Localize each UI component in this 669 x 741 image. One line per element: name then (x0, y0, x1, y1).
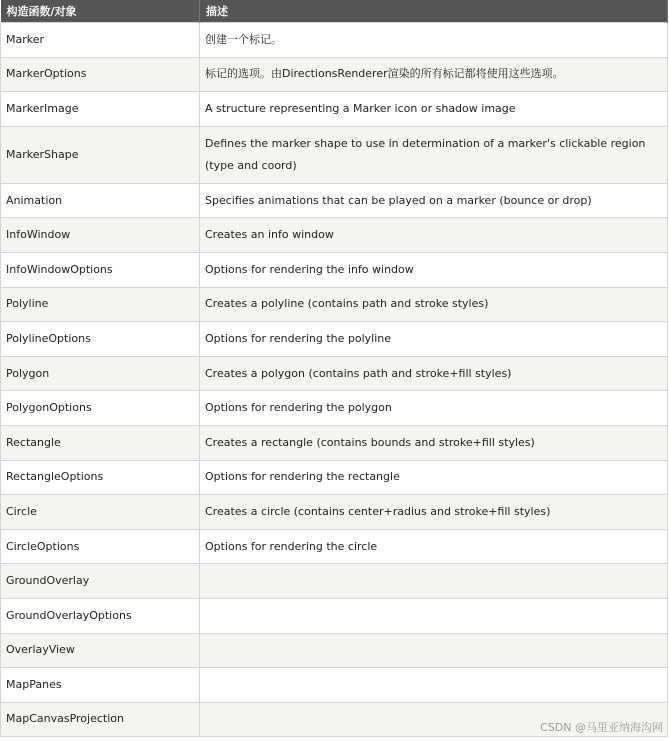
row-description: Options for rendering the polygon (200, 391, 668, 426)
row-name: MapCanvasProjection (1, 702, 200, 737)
row-description: A structure representing a Marker icon or shadow image (200, 92, 668, 127)
row-description: Options for rendering the info window (200, 252, 668, 287)
table-row (1, 668, 668, 703)
row-description: 标记的选项。由DirectionsRenderer渲染的所有标记都将使用这些选项。 (200, 57, 668, 92)
row-description (200, 668, 668, 703)
row-name: InfoWindowOptions (1, 252, 200, 287)
row-name: Marker (1, 23, 200, 58)
row-description: Specifies animations that can be played on a marker (bounce or drop) (200, 183, 668, 218)
row-name: Polyline (1, 287, 200, 322)
row-description: Options for rendering the polyline (200, 322, 668, 357)
table-body (1, 23, 668, 737)
table-row (1, 356, 668, 391)
table-row (1, 633, 668, 668)
table-row (1, 391, 668, 426)
table-row (1, 126, 668, 183)
table-row (1, 425, 668, 460)
row-name: Rectangle (1, 425, 200, 460)
row-name: MapPanes (1, 668, 200, 703)
table-row (1, 183, 668, 218)
row-description (200, 564, 668, 599)
row-name: MarkerShape (1, 126, 200, 183)
row-description: 创建一个标记。 (200, 23, 668, 58)
table-row (1, 564, 668, 599)
row-name: RectangleOptions (1, 460, 200, 495)
table-row (1, 460, 668, 495)
table-header-row (1, 0, 668, 23)
header-description: 描述 (200, 0, 668, 23)
row-description: Creates a polygon (contains path and stroke+fill styles) (200, 356, 668, 391)
row-name: PolylineOptions (1, 322, 200, 357)
row-name: GroundOverlay (1, 564, 200, 599)
table-row (1, 287, 668, 322)
row-name: Circle (1, 495, 200, 530)
row-description (200, 598, 668, 633)
row-description (200, 633, 668, 668)
row-description: Creates an info window (200, 218, 668, 253)
row-name: MarkerImage (1, 92, 200, 127)
table-row (1, 252, 668, 287)
table-row (1, 57, 668, 92)
row-name: Polygon (1, 356, 200, 391)
table-row (1, 529, 668, 564)
row-name: MarkerOptions (1, 57, 200, 92)
row-name: CircleOptions (1, 529, 200, 564)
table-row (1, 598, 668, 633)
row-name: Animation (1, 183, 200, 218)
row-name: InfoWindow (1, 218, 200, 253)
row-description: Options for rendering the circle (200, 529, 668, 564)
watermark: CSDN @马里亚纳海沟网 (540, 721, 663, 734)
row-description: Defines the marker shape to use in determination of a marker's clickable region (type and coord) (200, 126, 668, 183)
table-row (1, 92, 668, 127)
table-row (1, 218, 668, 253)
row-description: Creates a polyline (contains path and stroke styles) (200, 287, 668, 322)
row-description: Options for rendering the rectangle (200, 460, 668, 495)
row-description: Creates a circle (contains center+radius and stroke+fill styles) (200, 495, 668, 530)
table-row (1, 322, 668, 357)
row-name: OverlayView (1, 633, 200, 668)
row-description: Creates a rectangle (contains bounds and stroke+fill styles) (200, 425, 668, 460)
header-constructor: 构造函数/对象 (1, 0, 200, 23)
row-name: PolygonOptions (1, 391, 200, 426)
row-name: GroundOverlayOptions (1, 598, 200, 633)
table-row (1, 495, 668, 530)
table-row (1, 23, 668, 58)
